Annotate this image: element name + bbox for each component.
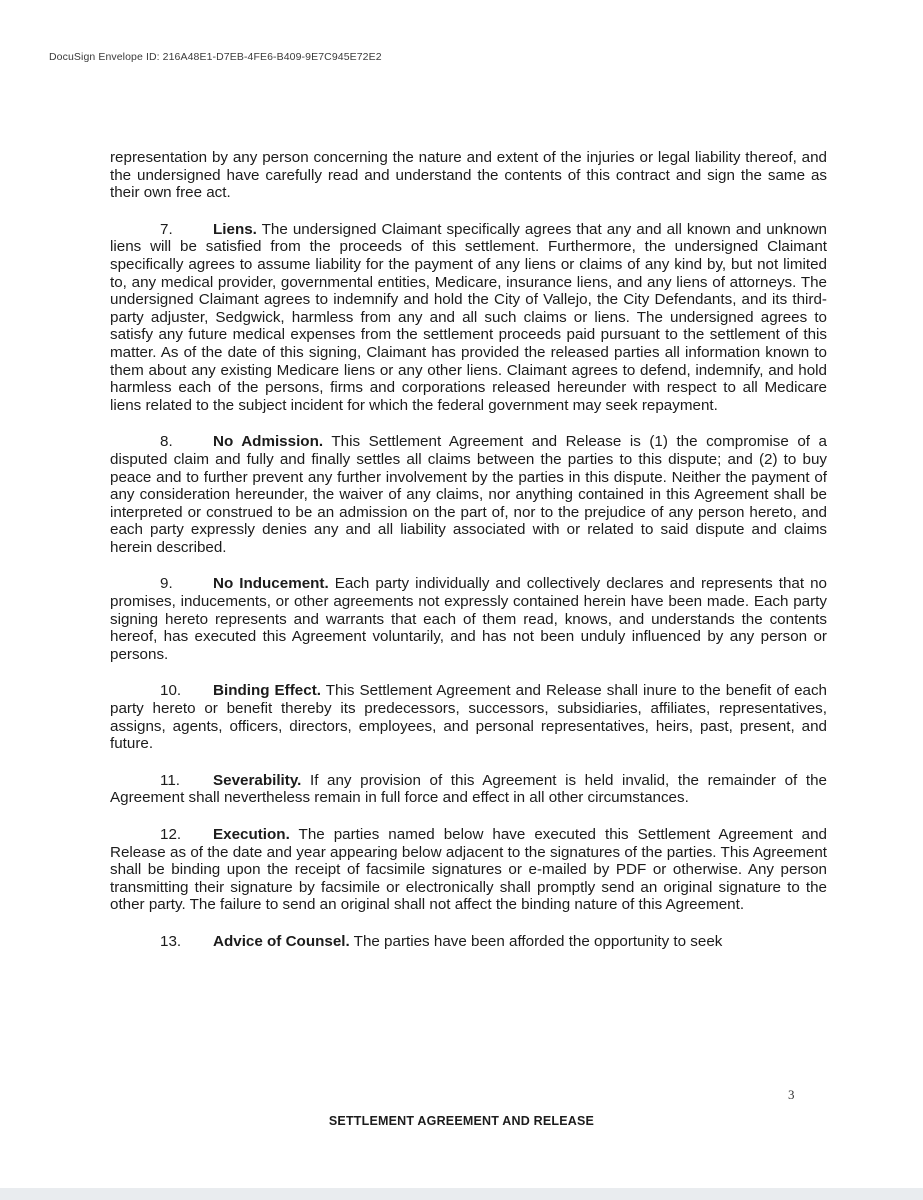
section-number: 9. bbox=[160, 575, 173, 593]
docusign-envelope-id: DocuSign Envelope ID: 216A48E1-D7EB-4FE6-B409-9E7C945E72E2 bbox=[49, 51, 382, 63]
section-severability bbox=[110, 772, 827, 807]
section-heading: No Inducement. bbox=[213, 575, 329, 593]
section-no-admission bbox=[110, 433, 827, 556]
section-number: 13. bbox=[160, 932, 182, 950]
section-heading: No Admission. bbox=[213, 433, 324, 451]
footer-title: SETTLEMENT AGREEMENT AND RELEASE bbox=[328, 1114, 595, 1128]
section-no-inducement bbox=[110, 575, 827, 663]
section-heading: Execution. bbox=[213, 826, 290, 843]
section-text: This Settlement Agreement and Release is (1) the compromise of a disputed claim and fully and finally settles all claims between the parties to this dispute; and (2) to buy peace and to further prevent any further involvement by the parties in this dispute. Neither the payment of any consideration hereunder, the waiver of any claims, nor anything contained in this Agreement shall be interpreted or construed to be an admission on the part of, nor to the prejudice of any person hereto, and each party expressly denies any and all liability associated with or related to said dispute and claims herein described. bbox=[110, 433, 827, 556]
viewer-bottom-edge bbox=[0, 1188, 923, 1200]
section-heading: Advice of Counsel. bbox=[213, 932, 350, 950]
section-liens bbox=[110, 221, 827, 415]
section-number: 12. bbox=[160, 826, 182, 843]
section-text: The parties named below have executed this Settlement Agreement and Release as of the date and year appearing below adjacent to the signatures of the parties. This Agreement shall be binding upon the receipt of facsimile signatures or e-mailed by PDF or otherwise. Any person transmitting their signature by facsimile or electronically shall promptly send an original signature to the other party. The failure to send an original shall not affect the binding nature of this Agreement. bbox=[110, 826, 828, 914]
section-text: If any provision of this Agreement is held invalid, the remainder of the Agreement shall nevertheless remain in full force and effect in all other circumstances. bbox=[110, 771, 827, 807]
section-heading: Binding Effect. bbox=[213, 682, 321, 700]
section-text: This Settlement Agreement and Release shall inure to the benefit of each party hereto or benefit thereby its predecessors, successors, subsidiaries, affiliates, representatives, assigns, agents, officers, directors, employees, and personal representatives, heirs, past, present, and future. bbox=[110, 682, 828, 753]
section-execution bbox=[110, 826, 827, 914]
section-number: 7. bbox=[160, 220, 173, 238]
section-number: 8. bbox=[160, 433, 173, 451]
section-binding-effect bbox=[110, 682, 827, 752]
section-text: Each party individually and collectively declares and represents that no promises, inducements, or other agreements not expressly contained herein have been made. Each party signing hereto represents and warrants that each of them read, knows, and understands the contents hereof, has executed this Agreement voluntarily, and has not been unduly influenced by any person or persons. bbox=[110, 575, 827, 663]
section-text: The undersigned Claimant specifically agrees that any and all known and unknown liens will be satisfied from the proceeds of this settlement. Furthermore, the undersigned Claimant specifically agrees to assume liability for the payment of any liens or claims of any kind by, but not limited to, any medical provider, governmental entities, Medicare, insurance liens, and any liens of attorneys. The undersigned Claimant agrees to indemnify and hold the City of Vallejo, the City Defendants, and its third-party adjuster, Sedgwick, harmless from any and all such claims or liens. The undersigned agrees to satisfy any future medical expenses from the settlement proceeds paid pursuant to the settlement of this matter. As of the date of this signing, Claimant has provided the released parties all information known to them about any existing Medicare liens or any other liens. Claimant agrees to defend, indemnify, and hold harmless each of the persons, firms and corporations released hereunder with respect to all Medicare liens related to the subject incident for which the federal government may seek repayment. bbox=[110, 220, 827, 414]
section-heading: Liens. bbox=[213, 220, 257, 238]
section-number: 11. bbox=[160, 771, 180, 789]
section-advice-of-counsel bbox=[110, 933, 827, 951]
section-number: 10. bbox=[160, 682, 182, 700]
continuation-paragraph: representation by any person concerning the nature and extent of the injuries or legal liability thereof, and the undersigned have carefully read and understand the contents of this contract and sign the same as their own free act. bbox=[110, 149, 827, 202]
page-number: 3 bbox=[788, 1087, 795, 1102]
section-heading: Severability. bbox=[213, 771, 302, 789]
section-text: The parties have been afforded the opportunity to seek bbox=[353, 932, 723, 950]
agreement-body bbox=[110, 149, 827, 951]
